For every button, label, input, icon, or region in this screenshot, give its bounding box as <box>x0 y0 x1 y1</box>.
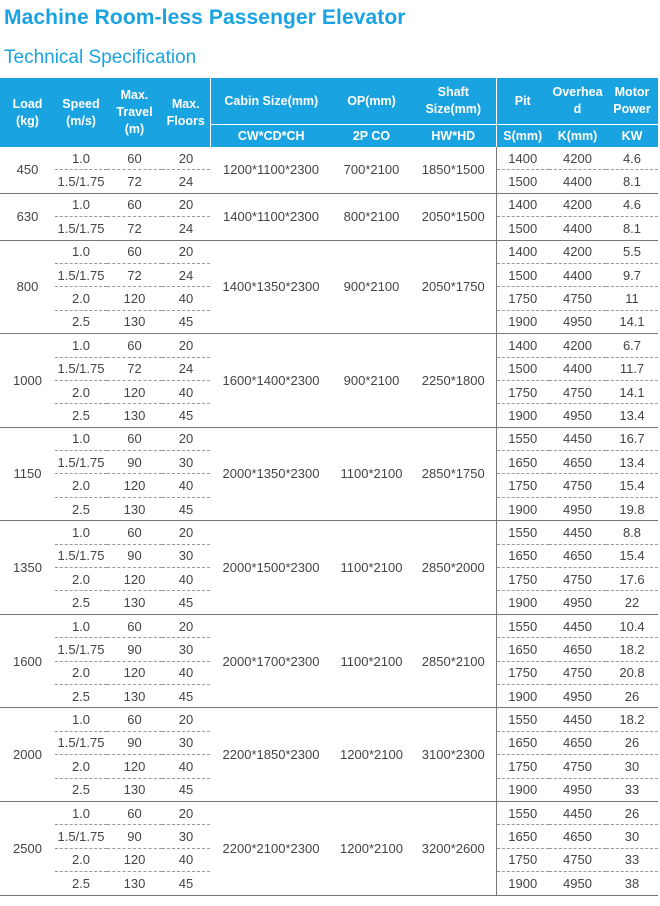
pit-cell: 1550 <box>496 521 549 544</box>
overhead-cell: 4200 <box>549 193 606 216</box>
overhead-cell: 4450 <box>549 614 606 637</box>
motor-cell: 22 <box>606 591 658 614</box>
floors-cell: 20 <box>162 708 210 731</box>
speed-cell: 2.0 <box>55 380 107 403</box>
floors-cell: 20 <box>162 147 210 170</box>
col-header-pit: Pit <box>496 78 549 125</box>
overhead-cell: 4950 <box>549 310 606 333</box>
travel-cell: 130 <box>107 497 162 520</box>
overhead-cell: 4750 <box>549 474 606 497</box>
load-cell: 1150 <box>0 427 55 521</box>
pit-cell: 1400 <box>496 193 549 216</box>
motor-cell: 17.6 <box>606 568 658 591</box>
cabin-cell: 2200*1850*2300 <box>210 708 332 802</box>
floors-cell: 45 <box>162 404 210 427</box>
speed-cell: 2.5 <box>55 684 107 707</box>
col-header-shaft: Shaft Size(mm) <box>411 78 496 125</box>
speed-cell: 1.5/1.75 <box>55 544 107 567</box>
pit-cell: 1750 <box>496 568 549 591</box>
op-cell: 700*2100 <box>332 147 411 193</box>
shaft-cell: 2850*2100 <box>411 614 496 708</box>
speed-cell: 1.0 <box>55 521 107 544</box>
table-row <box>0 427 658 450</box>
col-subheader-cabin: CW*CD*CH <box>210 125 332 148</box>
floors-cell: 24 <box>162 217 210 240</box>
overhead-cell: 4750 <box>549 755 606 778</box>
floors-cell: 30 <box>162 825 210 848</box>
pit-cell: 1550 <box>496 801 549 824</box>
pit-cell: 1750 <box>496 474 549 497</box>
shaft-cell: 2850*2000 <box>411 521 496 615</box>
overhead-cell: 4750 <box>549 661 606 684</box>
shaft-cell: 3100*2300 <box>411 708 496 802</box>
travel-cell: 130 <box>107 684 162 707</box>
travel-cell: 130 <box>107 591 162 614</box>
cabin-cell: 2200*2100*2300 <box>210 801 332 895</box>
motor-cell: 26 <box>606 801 658 824</box>
pit-cell: 1500 <box>496 263 549 286</box>
overhead-cell: 4750 <box>549 568 606 591</box>
pit-cell: 1900 <box>496 310 549 333</box>
page-title: Machine Room-less Passenger Elevator <box>4 6 406 29</box>
op-cell: 800*2100 <box>332 193 411 240</box>
travel-cell: 60 <box>107 193 162 216</box>
pit-cell: 1650 <box>496 731 549 754</box>
travel-cell: 120 <box>107 755 162 778</box>
travel-cell: 60 <box>107 708 162 731</box>
speed-cell: 2.0 <box>55 474 107 497</box>
pit-cell: 1650 <box>496 451 549 474</box>
shaft-cell: 1850*1500 <box>411 147 496 193</box>
floors-cell: 30 <box>162 638 210 661</box>
pit-cell: 1750 <box>496 755 549 778</box>
floors-cell: 20 <box>162 801 210 824</box>
cabin-cell: 1400*1350*2300 <box>210 240 332 334</box>
speed-cell: 2.0 <box>55 661 107 684</box>
travel-cell: 120 <box>107 848 162 871</box>
travel-cell: 72 <box>107 263 162 286</box>
col-header-cabin: Cabin Size(mm) <box>210 78 332 125</box>
travel-cell: 120 <box>107 287 162 310</box>
load-cell: 2000 <box>0 708 55 802</box>
speed-cell: 1.5/1.75 <box>55 170 107 193</box>
shaft-cell: 3200*2600 <box>411 801 496 895</box>
travel-cell: 130 <box>107 310 162 333</box>
pit-cell: 1900 <box>496 872 549 895</box>
op-cell: 1100*2100 <box>332 614 411 708</box>
shaft-cell: 2850*1750 <box>411 427 496 521</box>
speed-cell: 1.5/1.75 <box>55 731 107 754</box>
load-cell: 1350 <box>0 521 55 615</box>
motor-cell: 10.4 <box>606 614 658 637</box>
cabin-cell: 1600*1400*2300 <box>210 334 332 428</box>
pit-cell: 1750 <box>496 287 549 310</box>
cabin-cell: 2000*1700*2300 <box>210 614 332 708</box>
speed-cell: 2.5 <box>55 310 107 333</box>
op-cell: 1200*2100 <box>332 801 411 895</box>
motor-cell: 11 <box>606 287 658 310</box>
col-header-motor: Motor Power <box>606 78 658 125</box>
floors-cell: 40 <box>162 848 210 871</box>
floors-cell: 40 <box>162 287 210 310</box>
pit-cell: 1550 <box>496 427 549 450</box>
overhead-cell: 4200 <box>549 240 606 263</box>
overhead-cell: 4450 <box>549 708 606 731</box>
floors-cell: 45 <box>162 497 210 520</box>
motor-cell: 26 <box>606 684 658 707</box>
overhead-cell: 4400 <box>549 357 606 380</box>
motor-cell: 11.7 <box>606 357 658 380</box>
motor-cell: 6.7 <box>606 334 658 357</box>
op-cell: 1100*2100 <box>332 427 411 521</box>
pit-cell: 1900 <box>496 591 549 614</box>
floors-cell: 30 <box>162 731 210 754</box>
pit-cell: 1750 <box>496 848 549 871</box>
floors-cell: 20 <box>162 521 210 544</box>
speed-cell: 1.0 <box>55 427 107 450</box>
travel-cell: 90 <box>107 731 162 754</box>
floors-cell: 40 <box>162 755 210 778</box>
overhead-cell: 4400 <box>549 263 606 286</box>
pit-cell: 1500 <box>496 170 549 193</box>
floors-cell: 20 <box>162 427 210 450</box>
speed-cell: 2.5 <box>55 872 107 895</box>
floors-cell: 30 <box>162 451 210 474</box>
load-cell: 630 <box>0 193 55 240</box>
motor-cell: 8.1 <box>606 217 658 240</box>
overhead-cell: 4650 <box>549 451 606 474</box>
overhead-cell: 4450 <box>549 427 606 450</box>
col-header-floors: Max. Floors <box>162 78 210 147</box>
op-cell: 1100*2100 <box>332 521 411 615</box>
speed-cell: 1.5/1.75 <box>55 263 107 286</box>
overhead-cell: 4450 <box>549 801 606 824</box>
pit-cell: 1750 <box>496 380 549 403</box>
pit-cell: 1500 <box>496 217 549 240</box>
speed-cell: 1.5/1.75 <box>55 825 107 848</box>
motor-cell: 5.5 <box>606 240 658 263</box>
shaft-cell: 2050*1750 <box>411 240 496 334</box>
table-row <box>0 801 658 824</box>
travel-cell: 130 <box>107 404 162 427</box>
table-row <box>0 193 658 216</box>
travel-cell: 60 <box>107 147 162 170</box>
motor-cell: 13.4 <box>606 451 658 474</box>
overhead-cell: 4200 <box>549 147 606 170</box>
overhead-cell: 4650 <box>549 638 606 661</box>
floors-cell: 45 <box>162 778 210 801</box>
cabin-cell: 2000*1350*2300 <box>210 427 332 521</box>
table-row <box>0 708 658 731</box>
floors-cell: 45 <box>162 310 210 333</box>
floors-cell: 20 <box>162 240 210 263</box>
speed-cell: 1.0 <box>55 614 107 637</box>
overhead-cell: 4200 <box>549 334 606 357</box>
cabin-cell: 2000*1500*2300 <box>210 521 332 615</box>
table-row <box>0 614 658 637</box>
floors-cell: 20 <box>162 614 210 637</box>
floors-cell: 24 <box>162 170 210 193</box>
pit-cell: 1750 <box>496 661 549 684</box>
table-row <box>0 240 658 263</box>
floors-cell: 40 <box>162 661 210 684</box>
floors-cell: 40 <box>162 380 210 403</box>
col-header-travel: Max. Travel (m) <box>107 78 162 147</box>
motor-cell: 14.1 <box>606 380 658 403</box>
op-cell: 900*2100 <box>332 240 411 334</box>
overhead-cell: 4400 <box>549 217 606 240</box>
motor-cell: 26 <box>606 731 658 754</box>
section-subtitle: Technical Specification <box>4 47 197 68</box>
speed-cell: 2.5 <box>55 404 107 427</box>
motor-cell: 8.8 <box>606 521 658 544</box>
travel-cell: 60 <box>107 801 162 824</box>
motor-cell: 20.8 <box>606 661 658 684</box>
overhead-cell: 4950 <box>549 497 606 520</box>
pit-cell: 1400 <box>496 334 549 357</box>
travel-cell: 60 <box>107 614 162 637</box>
motor-cell: 30 <box>606 825 658 848</box>
travel-cell: 72 <box>107 170 162 193</box>
travel-cell: 90 <box>107 825 162 848</box>
motor-cell: 38 <box>606 872 658 895</box>
travel-cell: 90 <box>107 451 162 474</box>
motor-cell: 15.4 <box>606 474 658 497</box>
col-header-speed: Speed (m/s) <box>55 78 107 147</box>
speed-cell: 2.5 <box>55 778 107 801</box>
floors-cell: 24 <box>162 263 210 286</box>
motor-cell: 4.6 <box>606 193 658 216</box>
speed-cell: 2.0 <box>55 287 107 310</box>
floors-cell: 40 <box>162 568 210 591</box>
travel-cell: 130 <box>107 778 162 801</box>
speed-cell: 1.5/1.75 <box>55 451 107 474</box>
floors-cell: 30 <box>162 544 210 567</box>
floors-cell: 24 <box>162 357 210 380</box>
speed-cell: 1.0 <box>55 801 107 824</box>
floors-cell: 45 <box>162 872 210 895</box>
shaft-cell: 2050*1500 <box>411 193 496 240</box>
op-cell: 900*2100 <box>332 334 411 428</box>
speed-cell: 1.0 <box>55 147 107 170</box>
col-subheader-motor: KW <box>606 125 658 148</box>
col-subheader-shaft: HW*HD <box>411 125 496 148</box>
speed-cell: 1.5/1.75 <box>55 357 107 380</box>
motor-cell: 13.4 <box>606 404 658 427</box>
cabin-cell: 1400*1100*2300 <box>210 193 332 240</box>
load-cell: 1000 <box>0 334 55 428</box>
col-subheader-pit: S(mm) <box>496 125 549 148</box>
travel-cell: 120 <box>107 474 162 497</box>
floors-cell: 45 <box>162 591 210 614</box>
motor-cell: 30 <box>606 755 658 778</box>
overhead-cell: 4650 <box>549 544 606 567</box>
overhead-cell: 4450 <box>549 521 606 544</box>
motor-cell: 15.4 <box>606 544 658 567</box>
travel-cell: 72 <box>107 357 162 380</box>
pit-cell: 1400 <box>496 147 549 170</box>
spec-table-body <box>0 147 658 895</box>
overhead-cell: 4750 <box>549 287 606 310</box>
travel-cell: 130 <box>107 872 162 895</box>
table-row <box>0 521 658 544</box>
pit-cell: 1650 <box>496 544 549 567</box>
speed-cell: 2.5 <box>55 591 107 614</box>
speed-cell: 1.0 <box>55 193 107 216</box>
overhead-cell: 4650 <box>549 731 606 754</box>
header-row <box>0 78 658 125</box>
load-cell: 800 <box>0 240 55 334</box>
speed-cell: 1.0 <box>55 240 107 263</box>
motor-cell: 9.7 <box>606 263 658 286</box>
table-row <box>0 334 658 357</box>
speed-cell: 2.0 <box>55 568 107 591</box>
speed-cell: 1.0 <box>55 334 107 357</box>
pit-cell: 1650 <box>496 638 549 661</box>
travel-cell: 60 <box>107 334 162 357</box>
col-header-load: Load (kg) <box>0 78 55 147</box>
speed-cell: 1.5/1.75 <box>55 217 107 240</box>
cabin-cell: 1200*1100*2300 <box>210 147 332 193</box>
floors-cell: 20 <box>162 334 210 357</box>
motor-cell: 4.6 <box>606 147 658 170</box>
speed-cell: 2.0 <box>55 848 107 871</box>
spec-table <box>0 78 658 896</box>
pit-cell: 1400 <box>496 240 549 263</box>
motor-cell: 14.1 <box>606 310 658 333</box>
overhead-cell: 4400 <box>549 170 606 193</box>
load-cell: 1600 <box>0 614 55 708</box>
col-subheader-overhead: K(mm) <box>549 125 606 148</box>
shaft-cell: 2250*1800 <box>411 334 496 428</box>
overhead-cell: 4650 <box>549 825 606 848</box>
travel-cell: 120 <box>107 380 162 403</box>
table-row <box>0 147 658 170</box>
pit-cell: 1900 <box>496 404 549 427</box>
motor-cell: 33 <box>606 848 658 871</box>
overhead-cell: 4750 <box>549 848 606 871</box>
floors-cell: 20 <box>162 193 210 216</box>
pit-cell: 1900 <box>496 684 549 707</box>
motor-cell: 16.7 <box>606 427 658 450</box>
travel-cell: 90 <box>107 544 162 567</box>
pit-cell: 1900 <box>496 497 549 520</box>
travel-cell: 120 <box>107 568 162 591</box>
overhead-cell: 4950 <box>549 872 606 895</box>
col-header-overhead: Overhea d <box>549 78 606 125</box>
speed-cell: 1.0 <box>55 708 107 731</box>
floors-cell: 45 <box>162 684 210 707</box>
floors-cell: 40 <box>162 474 210 497</box>
op-cell: 1200*2100 <box>332 708 411 802</box>
overhead-cell: 4950 <box>549 684 606 707</box>
travel-cell: 60 <box>107 427 162 450</box>
pit-cell: 1900 <box>496 778 549 801</box>
speed-cell: 1.5/1.75 <box>55 638 107 661</box>
load-cell: 2500 <box>0 801 55 895</box>
pit-cell: 1500 <box>496 357 549 380</box>
travel-cell: 60 <box>107 521 162 544</box>
motor-cell: 8.1 <box>606 170 658 193</box>
overhead-cell: 4950 <box>549 778 606 801</box>
overhead-cell: 4950 <box>549 404 606 427</box>
col-header-op: OP(mm) <box>332 78 411 125</box>
speed-cell: 2.5 <box>55 497 107 520</box>
pit-cell: 1650 <box>496 825 549 848</box>
load-cell: 450 <box>0 147 55 193</box>
pit-cell: 1550 <box>496 708 549 731</box>
travel-cell: 120 <box>107 661 162 684</box>
motor-cell: 18.2 <box>606 708 658 731</box>
travel-cell: 72 <box>107 217 162 240</box>
col-subheader-op: 2P CO <box>332 125 411 148</box>
motor-cell: 19.8 <box>606 497 658 520</box>
travel-cell: 60 <box>107 240 162 263</box>
speed-cell: 2.0 <box>55 755 107 778</box>
motor-cell: 18.2 <box>606 638 658 661</box>
motor-cell: 33 <box>606 778 658 801</box>
travel-cell: 90 <box>107 638 162 661</box>
pit-cell: 1550 <box>496 614 549 637</box>
overhead-cell: 4950 <box>549 591 606 614</box>
overhead-cell: 4750 <box>549 380 606 403</box>
